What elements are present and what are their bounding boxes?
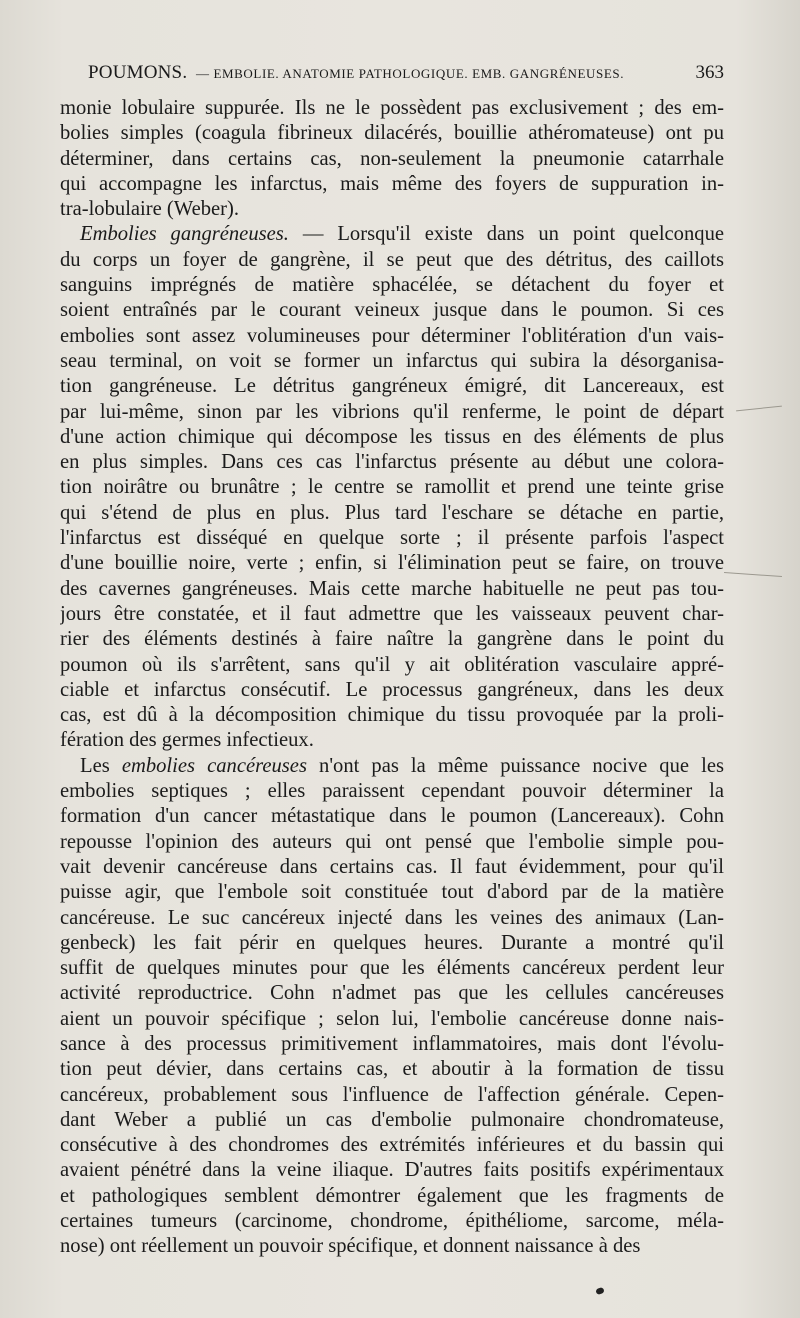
text-line: tion noirâtre ou brunâtre ; le centre se ramollit et prend une teinte grise [60,476,724,499]
text-line: bolies simples (coagula fibrineux dilacérés, bouillie athéromateuse) ont pu [60,122,724,145]
text-line: soient entraînés par le courant veineux jusque dans le poumon. Si ces [60,299,724,322]
text-line: cancéreux, probablement sous l'influence de l'affection générale. Cepen- [60,1083,724,1106]
text-line: embolies sont assez volumineuses pour déterminer l'oblitération d'un vais- [60,324,724,347]
text-line: cancéreuse. Le suc cancéreux injecté dans les veines des animaux (Lan- [60,906,724,929]
text-line: rier des éléments destinés à faire naître la gangrène dans le point du [60,628,724,651]
text-line: activité reproductrice. Cohn n'admet pas que les cellules cancéreuses [60,982,724,1005]
text-line: consécutive à des chondromes des extrémités inférieures et du bassin qui [60,1134,724,1157]
text-line: qui s'étend de plus en plus. Plus tard l'eschare se détache en partie, [60,501,724,524]
header-subject: — EMBOLIE. ANATOMIE PATHOLOGIQUE. EMB. GANGRÉNEUSES. [196,66,625,81]
text-line: nose) ont réellement un pouvoir spécifique, et donnent naissance à des [60,1235,641,1258]
text-line: ciable et infarctus consécutif. Le processus gangréneux, dans les deux [60,678,724,701]
text-line: aient un pouvoir spécifique ; selon lui, l'embolie cancéreuse donne nais- [60,1007,724,1030]
text-line: tra-lobulaire (Weber). [60,198,240,221]
text-line: cas, est dû à la décomposition chimique du tissu provoquée par la proli- [60,704,724,727]
text-line: l'infarctus est disséqué en quelque sorte ; il présente parfois l'aspect [60,527,724,550]
text-line: tion gangréneuse. Le détritus gangréneux émigré, dit Lancereaux, est [60,375,724,398]
text-line: sance à des processus primitivement inflammatoires, mais dont l'évolu- [60,1032,724,1055]
text-line: par lui-même, sinon par les vibrions qu'il renferme, le point de départ [60,400,724,423]
margin-mark [736,406,782,412]
text-line: d'une action chimique qui décompose les tissus en des éléments de plus [60,425,724,448]
text-line: en plus simples. Dans ces cas l'infarctus présente au début une colora- [60,451,724,474]
text-line: genbeck) les fait périr en quelques heures. Durante a montré qu'il [60,931,724,954]
text-line: certaines tumeurs (carcinome, chondrome, épithéliome, sarcome, méla- [60,1210,724,1233]
text-line: repousse l'opinion des auteurs qui ont pensé que l'embolie simple pou- [60,830,724,853]
text-line: avaient pénétré dans la veine iliaque. D'autres faits positifs expérimentaux [60,1159,724,1182]
text-line: jours être constatée, et il faut admettre que les vaisseaux peuvent char- [60,602,724,625]
text-line: Les embolies cancéreuses n'ont pas la même puissance nocive que les [80,754,724,777]
text-line: Embolies gangréneuses. — Lorsqu'il existe dans un point quelconque [80,223,724,246]
header-section-title: POUMONS. [88,62,188,83]
running-header [88,60,724,90]
text-line: suffit de quelques minutes pour que les éléments cancéreux perdent leur [60,957,724,980]
text-line: sanguins imprégnés de matière sphacélée, se détachent du foyer et [60,274,724,297]
text-line: tion peut dévier, dans certains cas, et aboutir à la formation de tissu [60,1058,724,1081]
text-line: du corps un foyer de gangrène, il se peut que des détritus, des caillots [60,248,724,271]
text-line: seau terminal, on voit se former un infarctus qui subira la désorganisa- [60,349,724,372]
ink-mark [595,1287,605,1295]
text-line: vait devenir cancéreuse dans certains cas. Il faut évidemment, pour qu'il [60,855,724,878]
page-number: 363 [695,62,724,83]
text-line: embolies septiques ; elles paraissent cependant pouvoir déterminer la [60,780,724,803]
margin-mark [724,572,782,577]
text-line: puisse agir, que l'embole soit constituée tout d'abord par de la matière [60,881,724,904]
text-line: fération des germes infectieux. [60,729,314,752]
text-line: dant Weber a publié un cas d'embolie pulmonaire chondromateuse, [60,1108,724,1131]
text-line: déterminer, dans certains cas, non-seulement la pneumonie catarrhale [60,147,724,170]
italic-phrase: Embolies gangréneuses. [80,223,289,246]
text-line: monie lobulaire suppurée. Ils ne le possèdent pas exclusivement ; des em- [60,97,724,119]
text-line: poumon où ils s'arrêtent, sans qu'il y ait oblitération vasculaire appré- [60,653,724,676]
body-text [60,96,724,1260]
text-line: des cavernes gangréneuses. Mais cette marche habituelle ne peut pas tou- [60,577,724,600]
text-line: d'une bouillie noire, verte ; enfin, si l'élimination peut se faire, on trouve [60,552,724,575]
text-line: formation d'un cancer métastatique dans le poumon (Lancereaux). Cohn [60,805,724,828]
text-line: et pathologiques semblent démontrer également que les fragments de [60,1184,724,1207]
text-line: qui accompagne les infarctus, mais même des foyers de suppuration in- [60,172,724,195]
italic-phrase: embolies cancéreuses [121,754,307,777]
